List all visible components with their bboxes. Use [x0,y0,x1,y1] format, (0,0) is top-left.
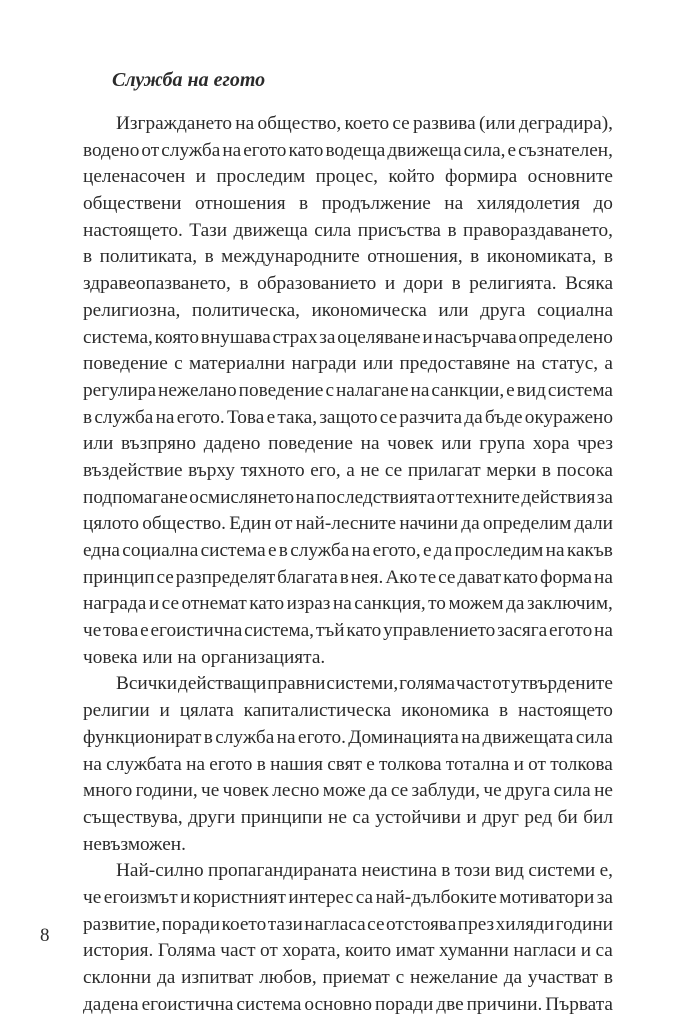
text-line: поведение с материални награди или предоставяне на статус, а [83,353,613,375]
text-line: в служба на егото. Това е така, защото се разчита да бъде окуражено [83,406,613,428]
text-line: много години, че човек лесно може да се заблуди, че друга сила не [83,780,613,802]
text-line: принцип се разпределят благата в нея. Ако те се дават като форма на [83,566,613,588]
text-line: или възпряно дадено поведение на човек или група хора чрез [83,433,613,455]
text-line: целенасочен и проследим процес, който формира основните [83,166,613,188]
text-line: развитие, поради което тази нагласа се отстоява през хиляди години [83,913,613,935]
text-line: история. Голяма част от хората, които имат хуманни нагласи и са [83,940,613,962]
section-heading: Служба на егото [112,69,266,91]
text-line: религии и цялата капиталистическа икономика в настоящето [83,700,613,722]
text-line: Изграждането на общество, което се развива (или деградира), [116,113,613,134]
text-line: настоящето. Тази движеща сила присъства в правораздаването, [83,219,613,241]
text-line: съществува, други принципи не са устойчиви и друг ред би бил [83,806,613,828]
text-line: водено от служба на егото като водеща движеща сила, е съзнателен, [83,139,613,161]
text-line: регулира нежелано поведение с налагане на санкции, е вид система [83,379,613,401]
text-line: Всички действащи правни системи, голяма част от утвърдените [116,673,613,695]
text-line: в политиката, в международните отношения, в икономиката, в [83,246,613,268]
text-line: една социална система е в служба на егото, е да проследим на какъв [83,540,613,561]
text-line: Най-силно пропагандираната неистина в този вид системи е, [116,860,613,882]
text-line: склонни да изпитват любов, приемат с нежелание да участват в [83,967,613,988]
text-line: че егоизмът и користният интерес са най-дълбоките мотиватори за [83,886,613,908]
text-line: функционират в служба на егото. Доминацията на движещата сила [83,726,613,748]
text-line: религиозна, политическа, икономическа или друга социална [83,299,613,321]
text-line: подпомагане осмислянето на последствията от техните действия за [83,486,613,508]
page-number: 8 [40,925,50,946]
text-line: че това е егоистична система, тъй като управлението засяга егото на [83,620,613,642]
body-text [83,111,613,1018]
text-line: здравеопазването, в образованието и дори в религията. Всяка [83,273,613,295]
text-line: на службата на егото в нашия свят е толкова тотална и от толкова [83,753,613,775]
text-line: награда и се отнемат като израз на санкция, то можем да заключим, [83,593,613,615]
text-line: цялото общество. Един от най-лесните начини да определим дали [83,513,613,535]
text-line: обществени отношения в продължение на хилядолетия до [83,193,613,215]
text-line: система, която внушава страх за оцеляване и насърчава определено [83,326,613,348]
text-line: дадена егоистична система основно поради две причини. Първата [83,993,613,1015]
text-line: човека или на организацията. [83,646,326,668]
text-line: въздействие върху тяхното его, а не се прилагат мерки в посока [83,459,613,481]
text-line: невъзможен. [83,833,186,855]
